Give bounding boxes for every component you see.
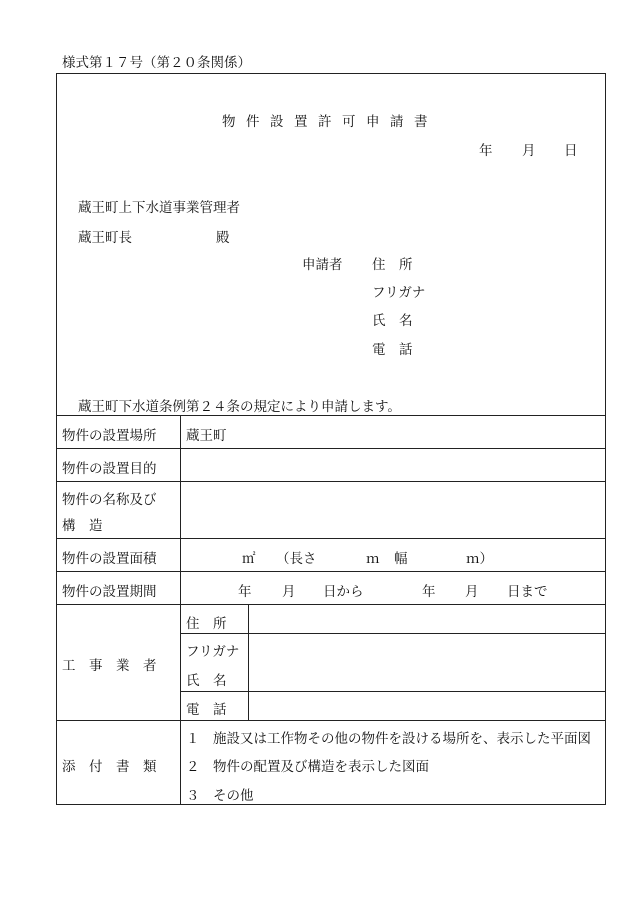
name-structure-label-1: 物件の名称及び [62,492,157,508]
table-top-line [56,415,606,416]
contractor-phone-label: 電 話 [186,702,227,718]
applicant-address-label: 住 所 [372,257,413,273]
row-divider [180,633,606,634]
date-year: 年 [479,143,493,159]
column-divider [248,604,249,720]
applicant-phone-label: 電 話 [372,342,413,358]
purpose-label: 物件の設置目的 [62,461,157,477]
attachment-item-1: １ 施設又は工作物その他の物件を設ける場所を、表示した平面図 [186,731,591,747]
location-label: 物件の設置場所 [62,428,157,444]
location-value: 蔵王町 [186,428,227,444]
row-divider [56,538,606,539]
area-length-unit: ｍ [366,551,380,567]
period-month-end: 月 [465,584,479,600]
applicant-name-label: 氏 名 [372,313,413,329]
row-divider [56,481,606,482]
contractor-furigana-label: フリガナ [186,644,240,660]
row-divider [56,720,606,721]
row-divider [56,571,606,572]
area-width-unit: ｍ） [466,551,493,567]
addressee-line1: 蔵王町上下水道事業管理者 [78,200,240,216]
form-title: 物件設置許可申請書 [222,114,438,130]
row-divider [180,691,606,692]
date-day: 日 [564,143,578,159]
applicant-label: 申請者 [302,257,343,273]
addressee-honorific: 殿 [216,230,230,246]
period-year-end: 年 [422,584,436,600]
period-year-start: 年 [238,584,252,600]
name-structure-label-2: 構 造 [62,518,103,534]
area-length-label: （長さ [276,551,317,567]
applicant-furigana-label: フリガナ [372,285,426,301]
addressee-line2: 蔵王町長 [78,230,132,246]
column-divider [180,415,181,805]
statement: 蔵王町下水道条例第２４条の規定により申請します。 [78,399,401,415]
form-number: 様式第１７号（第２０条関係） [62,55,251,71]
period-to: 日まで [507,584,548,600]
attachment-item-3: ３ その他 [186,788,254,804]
contractor-label: 工 事 業 者 [62,658,157,674]
row-divider [56,604,606,605]
contractor-name-label: 氏 名 [186,673,227,689]
attachments-label: 添 付 書 類 [62,759,157,775]
contractor-address-label: 住 所 [186,616,227,632]
area-label: 物件の設置面積 [62,551,157,567]
area-unit: ㎡ [242,551,256,567]
area-width-label: 幅 [394,551,408,567]
date-month: 月 [522,143,536,159]
period-month-start: 月 [282,584,296,600]
period-from: 日から [323,584,364,600]
period-label: 物件の設置期間 [62,584,157,600]
attachment-item-2: ２ 物件の配置及び構造を表示した図面 [186,759,429,775]
row-divider [56,448,606,449]
